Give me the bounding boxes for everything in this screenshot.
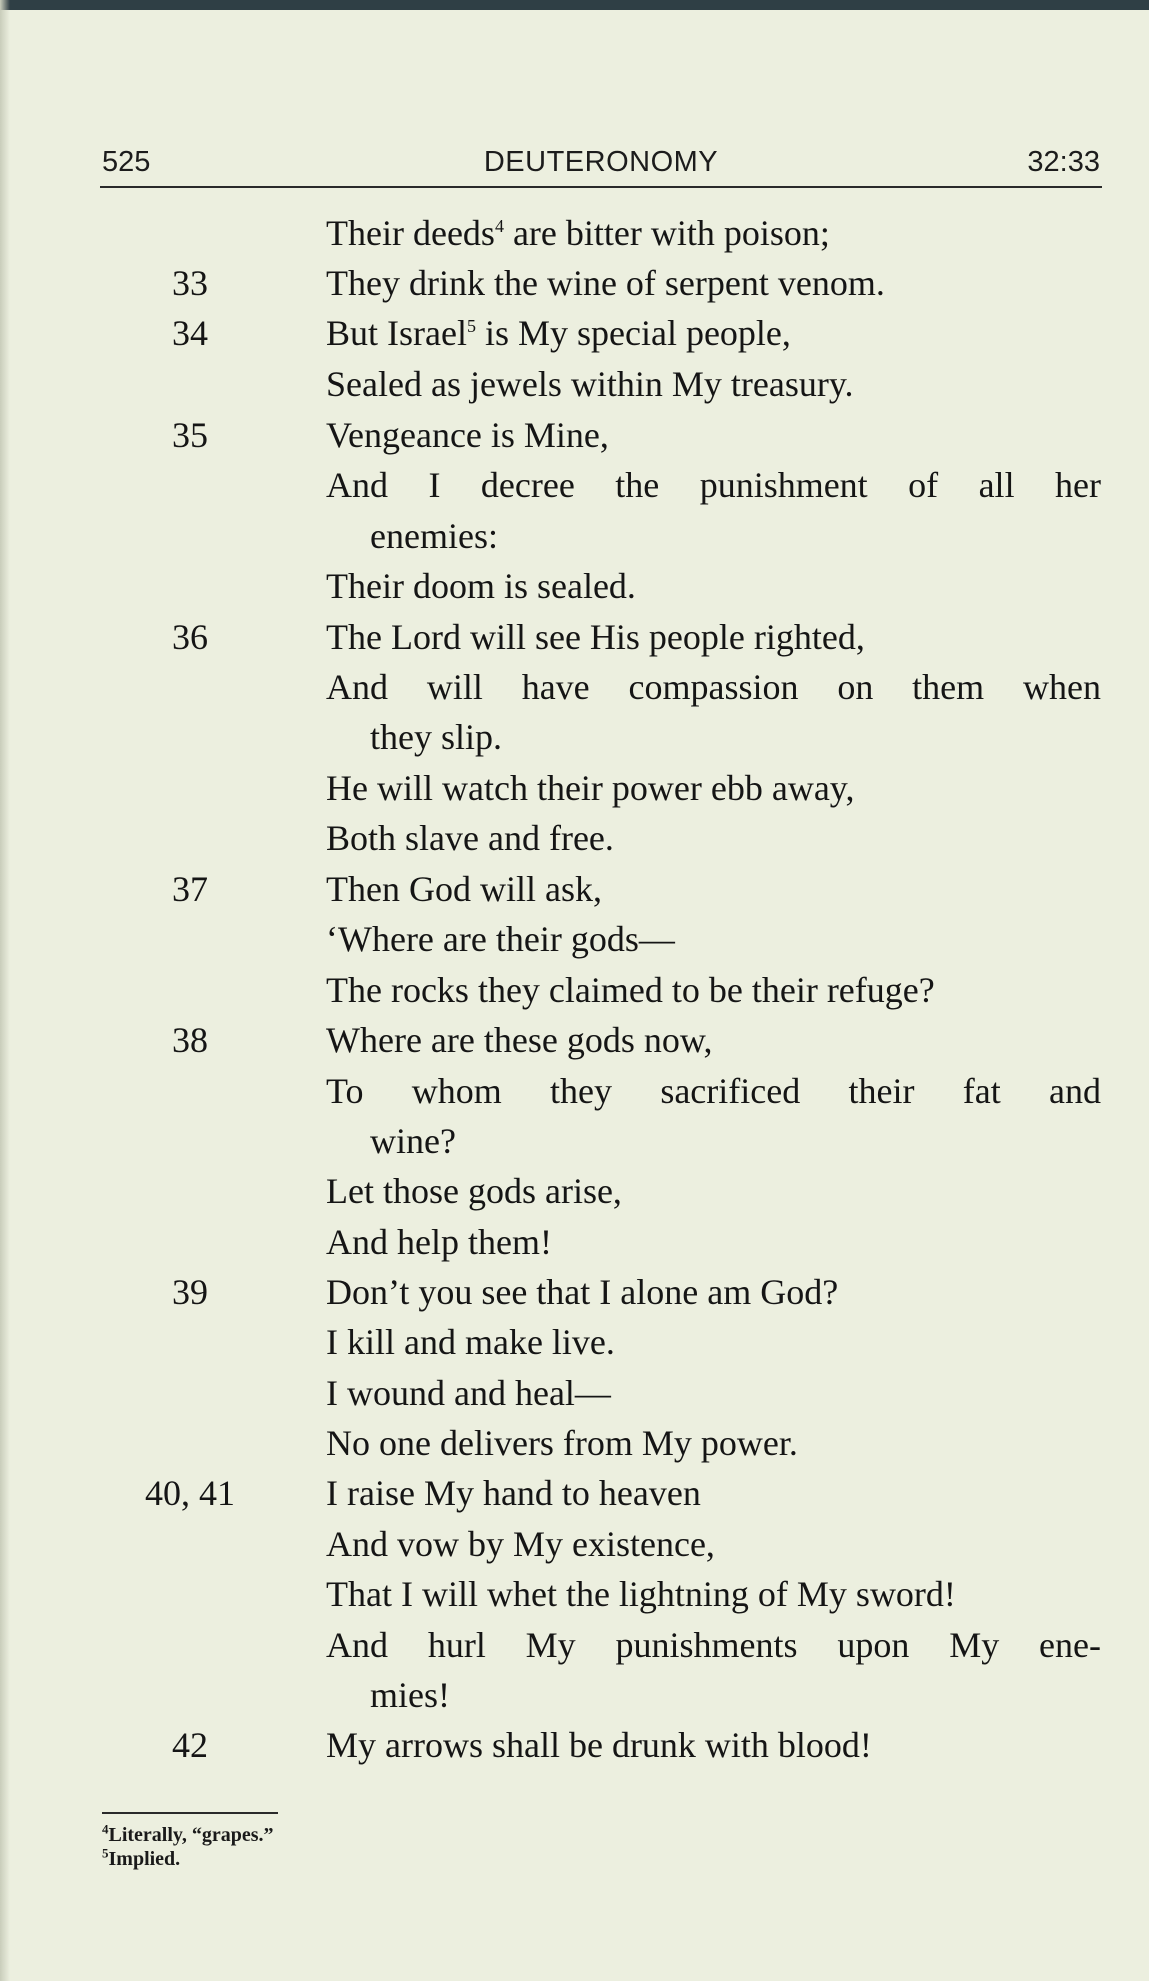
footnote-ref[interactable]: 4 (494, 216, 504, 236)
verse-number: 37 (172, 869, 208, 909)
verse-line-continuation: they slip. (370, 717, 502, 757)
verse-line: I raise My hand to heaven (326, 1473, 701, 1513)
verse-line: Where are these gods now, (326, 1020, 713, 1060)
footnote-5: $^5$Implied. (102, 1845, 181, 1870)
footnote-ref[interactable]: 5 (466, 316, 476, 336)
verse-line: Don’t you see that I alone am God? (326, 1272, 839, 1312)
chapter-verse-reference: 32:33 (1027, 146, 1100, 178)
verse-line: Sealed as jewels within My treasury. (326, 364, 854, 404)
verse-number: 38 (172, 1020, 208, 1060)
top-edge-bar (0, 0, 1149, 10)
book-title: DEUTERONOMY (483, 146, 719, 178)
verse-number: 42 (172, 1725, 208, 1765)
verse-line: The rocks they claimed to be their refuge? (326, 970, 935, 1010)
verse-number: 34 (172, 313, 208, 353)
verse-line: He will watch their power ebb away, (326, 768, 855, 808)
verse-line: Both slave and free. (326, 818, 614, 858)
verse-number: 40, 41 (145, 1473, 235, 1513)
verse-line-continuation: mies! (370, 1675, 450, 1715)
verse-line: My arrows shall be drunk with blood! (326, 1725, 872, 1765)
verse-line-continuation: wine? (370, 1121, 456, 1161)
verse-line: But Israel$^5$ is My special people, (326, 313, 791, 353)
verse-line: That I will whet the lightning of My sword! (326, 1574, 956, 1614)
verse-line: And vow by My existence, (326, 1524, 715, 1564)
verse-line: Vengeance is Mine, (326, 415, 609, 455)
page-spine-shadow (0, 0, 10, 1981)
page-number: 525 (102, 146, 151, 178)
verse-line: Their deeds$^4$ are bitter with poison; (326, 213, 830, 253)
verse-line: And I decree the punishment of all her (326, 465, 1101, 505)
verse-line: The Lord will see His people righted, (326, 617, 865, 657)
verse-line: Their doom is sealed. (326, 566, 636, 606)
verse-line: To whom they sacrificed their fat and (326, 1071, 1101, 1111)
verse-line: And will have compassion on them when (326, 667, 1101, 707)
verse-number: 33 (172, 263, 208, 303)
verse-line: No one delivers from My power. (326, 1423, 798, 1463)
verse-line: I kill and make live. (326, 1322, 615, 1362)
footnote-rule (102, 1812, 278, 1814)
verse-line: ‘Where are their gods— (326, 919, 675, 959)
verse-line-continuation: enemies: (370, 516, 498, 556)
verse-line: Let those gods arise, (326, 1171, 622, 1211)
verse-line: Then God will ask, (326, 869, 602, 909)
verse-number: 36 (172, 617, 208, 657)
footnote-4: $^4$Literally, “grapes.” (102, 1821, 274, 1846)
verse-line: And hurl My punishments upon My ene- (326, 1625, 1101, 1665)
verse-line: They drink the wine of serpent venom. (326, 263, 885, 303)
header-rule (100, 186, 1102, 188)
verse-line: And help them! (326, 1222, 552, 1262)
verse-number: 39 (172, 1272, 208, 1312)
running-header (102, 146, 1100, 188)
verse-line: I wound and heal— (326, 1373, 611, 1413)
verse-number: 35 (172, 415, 208, 455)
